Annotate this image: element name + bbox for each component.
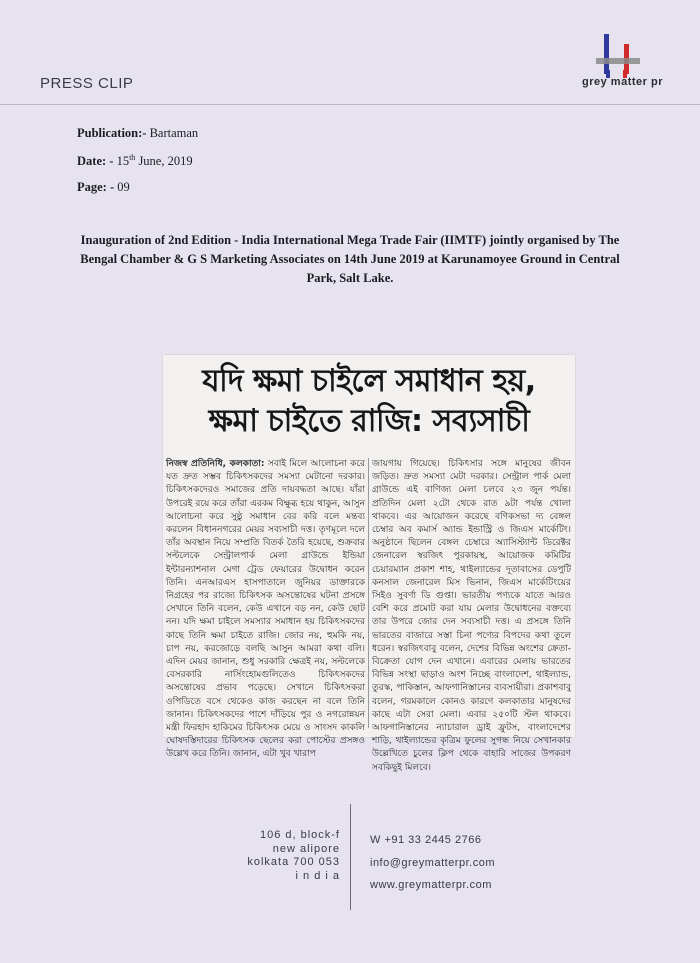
article-byline: নিজস্ব প্রতিনিধি, কলকাতা:	[166, 459, 265, 469]
publication-value: Bartaman	[149, 126, 199, 140]
contact-phone: W +91 33 2445 2766	[370, 834, 482, 846]
publication-line	[77, 126, 198, 141]
footer-divider	[350, 804, 351, 910]
article-body	[166, 458, 572, 773]
left-column-text: সবাই মিলে আলোচনা করে যত দ্রুত সম্ভব চিকিৎসকদের সমস্যা মেটানো দরকার। চিকিৎসকদেরও সমাজের প্রতি দায়বদ্ধতা আছে। যাঁরা উপরেই রয়ে করে তাঁরা এরকম বিক্ষুব্ধ হয়ে থাকুন, আসুন আলোচনা করে সুষ্ঠু সমাধান বের করি বলে মন্তব্য করলেন বিধাননগরের মেয়র সব্যসাচী দত্ত। তৃণমূলে দলে তাঁর অবস্থান নিয়ে সম্প্রতি বিতর্ক তৈরি হয়েছে, শুক্রবার সল্টলেকে সেন্ট্রালপার্ক মেলা গ্রাউন্ডে ইন্ডিয়া ইন্টারন্যাশনাল মেগা ট্রেড ফেয়ারের উদ্বোধন করেন তিনি। এনআরএস হাসপাতালে জুনিয়র ডাক্তারকে নিগ্রহের পর রাজ্যে চিকিৎসক অসন্তোষের ঘটনা প্রসঙ্গে সেখানে তিনি বলেন, কেউ এখানে বড় নন, কেউ ছোট নন। যদি ক্ষমা চাইলে সমস্যার সমাধান হয় চিকিৎসকদের কাছে তিনি ক্ষমা চাইতে রাজি। জোর নয়, হুমকি নয়, চাপ নয়, করজোড়ে বলছি আসুন আমরা কথা বলি। এদিন মেয়র জানান, শুধু সরকারি ক্ষেত্রই নয়, সল্টলেকে বেসরকারি নার্সিংহোমগুলিতেও চিকিৎসকদের অসন্তোষের প্রভাব পড়েছে। সেখানে চিকিৎসকরা ওপিডিতে বসে থেকেও কাজ করছেন না বলে তিনি জানান। চিকিৎসকদের পাশে দাঁড়িয়ে পুর ও নগরোন্নয়ন মন্ত্রী ফিরহাদ হাকিমের চিকিৎসক মেয়ে ও সাংসদ কাকলি ঘোষদস্তিদারের চিকিৎসক ছেলের করা পোস্টের প্রসঙ্গও উল্লেখ করে তিনি। জানান, এটা খুব খারাপ	[166, 459, 365, 760]
article-column-left	[166, 458, 365, 762]
clipping-headline	[169, 361, 569, 441]
header-divider	[0, 104, 700, 105]
date-suffix: th	[129, 153, 136, 162]
date-rest: June, 2019	[138, 154, 193, 169]
address-line-1: 106 d, block-f	[259, 829, 340, 841]
address-line-2: new alipore	[272, 842, 340, 855]
address-line-3: kolkata 700 053	[247, 856, 340, 868]
page-label: Page: -	[77, 180, 115, 194]
publication-label: Publication:-	[77, 126, 147, 140]
page-value: 09	[117, 180, 130, 194]
article-column-right	[372, 458, 571, 775]
contact-email[interactable]: info@greymatterpr.com	[370, 856, 495, 869]
contact-website[interactable]: www.greymatterpr.com	[370, 879, 492, 891]
newspaper-clipping	[163, 355, 575, 773]
page-line	[77, 180, 130, 195]
press-clip-label: PRESS CLIP	[40, 75, 134, 92]
address-line-4: i n d i a	[295, 869, 340, 882]
clip-caption: Inauguration of 2nd Edition - India International Mega Trade Fair (IIMTF) jointly organised by The Bengal Chamber & G S Marketing Associates on 14th June 2019 at Karunamoyee Ground in Central Park, Salt Lake.	[80, 233, 620, 285]
right-column-text: জায়গায় গিয়েছে। চিকিৎসার সঙ্গে মানুষের জীবন জড়িত। দ্রুত সমস্যা মেটা দরকার। সেন্ট্রাল পার্ক মেলা গ্রাউন্ডে এই বাণিজ্য মেলা চলবে ২৩ জুন পর্যন্ত। প্রতিদিন মেলা ২টো থেকে রাত ৯টা পর্যন্ত খোলা থাকবে। এর আয়োজন করেছে বণিকসভা দ্য বেঙ্গল চেম্বার অব কমার্স অ্যান্ড ইন্ডাস্ট্রি ও জিএস মার্কেটিং। অনুষ্ঠানে ছিলেন বেঙ্গল চেম্বারে অ্যাসিস্ট্যান্ট ডিরেক্টর জেনারেল স্বরজিৎ পুরকায়স্থ, আয়োজক কমিটির চেয়ারম্যান প্রকাশ শাহ, থাইল্যান্ডের দূতাবাসের ডেপুটি কনসাল জেনারেল মিস ভিনান, জিএস মার্কেটিংয়ের সিইও সুবর্ণা ডি গুপ্তা। ভারতীয় পণ্যকে যাতে আরও বেশি করে প্রমোট করা যায় মেলার উদ্বোধনের বক্তব্যে তার উপরে জোর দেন সব্যসাচী দত্ত। এ প্রসঙ্গে তিনি ভারতের বাজারে সস্তা চিনা পণ্যের বিপদের কথা তুলে ধরেন। স্বরজিৎবাবু বলেন, দেশের বিভিন্ন অংশের ক্রেতা-বিক্রেতা যোগ দেন এখানে। এবারের মেলায় ভারতের বিভিন্ন সংস্থা ছাড়াও অংশ নিচ্ছে বাংলাদেশ, থাইল্যান্ড, তুরস্ক, পাকিস্তান, আফগানিস্তানের ব্যবসায়ীরা। প্রকাশবাবু বলেন, গরমকালে কোনও কারণে কলকাতার মানুষদের কাছে এটা সেরা মেলা। এবার ২৫০টি স্টল থাকবে। আফগানিস্তানের ন্যাচারাল ড্রাই ফ্রুটস, বাংলাদেশের শাড়ি, থাইল্যান্ডের কৃত্রিম ফুলের সুগন্ধ নিয়ে সেখানকার উল্লেখিতে চুলের ক্লিপ থেকে বাহারি সাজের উপকরণ সবকিছুই মিলবে।	[372, 459, 571, 773]
column-divider	[368, 458, 369, 728]
date-line	[77, 153, 193, 169]
date-day: 15	[116, 154, 130, 169]
office-address	[220, 829, 340, 883]
brand-name: grey matter pr	[582, 76, 663, 88]
headline-line-1: যদি ক্ষমা চাইলে সমাধান হয়,	[202, 363, 536, 399]
headline-line-2: ক্ষমা চাইতে রাজি: সব্যসাচী	[208, 403, 530, 439]
date-label: Date: -	[77, 154, 114, 169]
contact-info	[370, 829, 495, 897]
